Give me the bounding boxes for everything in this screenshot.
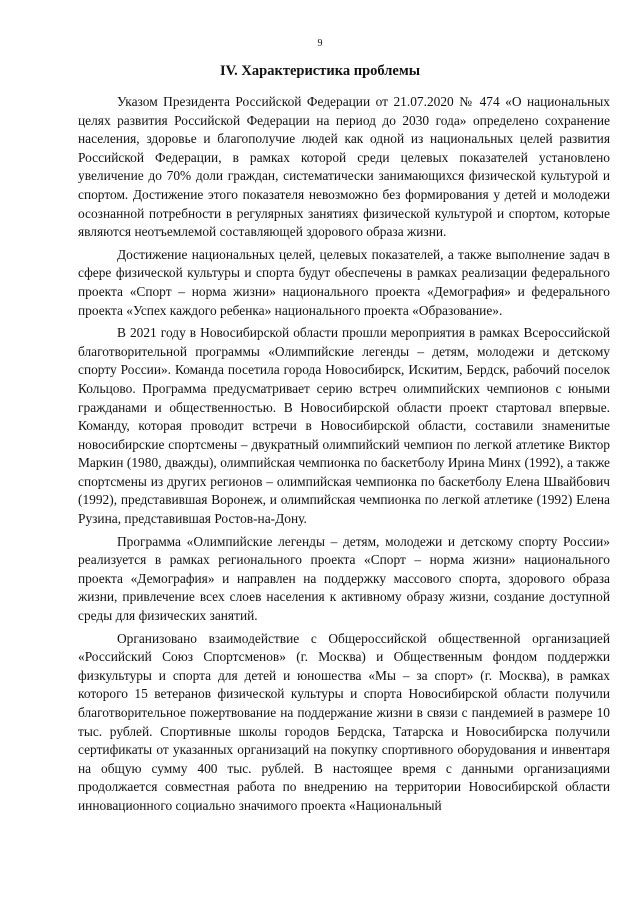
paragraph: Указом Президента Российской Федерации от 21.07.2020 № 474 «О национальных целях развития Российской Федерации на период до 2030 года» определено сохранение населения, здоровье и благополучие людей как одной из национальных целей развития Российской Федерации, в рамках которой среди целевых показателей установлено увеличение до 70% доли граждан, систематически занимающихся физической культурой и спортом. Достижение этого показателя невозможно без формирования у детей и молодежи осознанной потребности в регулярных занятиях физической культурой и спортом, которые являются неотъемлемой составляющей здорового образа жизни. [78,94,610,240]
paragraph: В 2021 году в Новосибирской области прошли мероприятия в рамках Всероссийской благотворительной программы «Олимпийские легенды – детям, молодежи и детскому спорту России». Команда посетила города Новосибирск, Искитим, Бердск, рабочий поселок Кольцово. Программа предусматривает серию встреч олимпийских чемпионов с юными гражданами и общественностью. В Новосибирской области проект стартовал впервые. Команду, которая проводит встречи в Новосибирской области, составили знаменитые новосибирские спортсмены – двукратный олимпийский чемпион по легкой атлетике Виктор Маркин (1980, дважды), олимпийская чемпионка по баскетболу Ирина Минх (1992), а также спортсмены из других регионов – олимпийская чемпионка по баскетболу Елена Швайбович (1992), представившая Воронеж, и олимпийская чемпионка по легкой атлетике (1992) Елена Рузина, представившая Ростов-на-Дону. [78,325,610,527]
paragraph: Программа «Олимпийские легенды – детям, молодежи и детскому спорту России» реализуется в рамках регионального проекта «Спорт – норма жизни» национального проекта «Демография» и направлен на поддержку массового спорта, здорового образа жизни, привлечение всех слоев населения к активному образу жизни, создание доступной среды для физических занятий. [78,533,610,624]
paragraph: Достижение национальных целей, целевых показателей, а также выполнение задач в сфере физической культуры и спорта будут обеспечены в рамках реализации федерального проекта «Спорт – норма жизни» национального проекта «Демография» и федерального проекта «Успех каждого ребенка» национального проекта «Образование». [78,246,610,318]
paragraph: Организовано взаимодействие с Общероссийской общественной организацией «Российский Союз Спортсменов» (г. Москва) и Общественным фондом поддержки физкультуры и спорта для детей и юношества «Мы – за спорт» (г. Москва), в рамках которого 15 ветеранов физической культуры и спорта Новосибирской области получили благотворительное пожертвование на поддержание жизни в связи с пандемией в размере 10 тыс. рублей. Спортивные школы городов Бердска, Татарска и Новосибирска получили сертификаты от указанных организаций на покупку спортивного оборудования и инвентаря на общую сумму 400 тыс. рублей. В настоящее время с данными организациями продолжается совместная работа по внедрению на территории Новосибирской области инновационного социально значимого проекта «Национальный [78,630,610,813]
document-body [78,93,610,820]
page-number: 9 [317,38,323,49]
section-title: IV. Характеристика проблемы [219,63,421,79]
